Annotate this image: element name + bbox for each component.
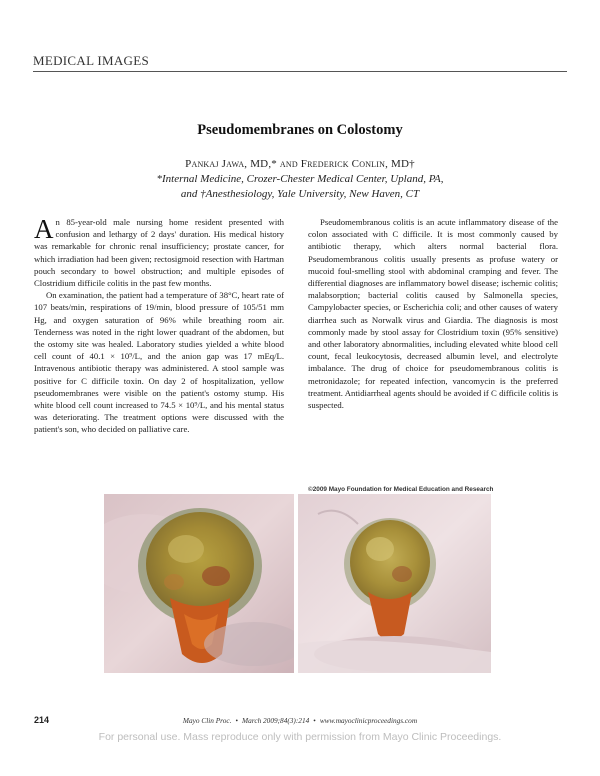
section-label: MEDICAL IMAGES [33, 53, 150, 68]
journal-website-link[interactable]: www.mayoclinicproceedings.com [319, 716, 418, 725]
body-column-left [34, 216, 284, 436]
permission-banner: For personal use. Mass reproduce only with permission from Mayo Clinic Proceedings. [98, 731, 502, 743]
clinical-photo-right [298, 494, 491, 673]
clinical-photo-left [104, 494, 294, 673]
page-number: 214 [34, 715, 50, 725]
affiliation-line-2: and †Anesthesiology, Yale University, New Haven, CT [180, 188, 420, 200]
author-block [0, 157, 600, 202]
author-names: Pankaj Jawa, MD,* and Frederick Conlin, MD† [185, 158, 415, 170]
paragraph-case-presentation [34, 216, 284, 289]
affiliation-line-1: *Internal Medicine, Crozer-Chester Medical Center, Upland, PA, [156, 173, 444, 185]
paragraph-discussion: Pseudomembranous colitis is an acute inflammatory disease of the colon associated with C difficile. It is most commonly caused by antibiotic therapy, which alters normal bacterial flora. Pseudomembranous colitis usually presents as profuse watery or mucoid foul-smelling stool with abdominal cramping and fever. The differential diagnoses are inflammatory bowel disease; ischemic colitis; malabsorption; bacterial colitis caused by Salmonella species, Campylobacter species, or Escherichia coli; and other causes of watery diarrhea such as Norwalk virus and Giardia. The diagnosis is most commonly made by stool assay for Clostridium toxin (95% sensitive) and other laboratory abnormalities, including elevated white blood cell count, fecal leukocytosis, decreased albumin level, and electrolyte imbalance. The drug of choice for pseudomembranous colitis is metronidazole; for repeated infection, vancomycin is the preferred treatment. Antidiarrheal agents should be avoided if C difficile colitis is suspected. [308, 217, 558, 411]
section-divider [33, 71, 567, 72]
article-title: Pseudomembranes on Colostomy [197, 122, 403, 138]
journal-issue: March 2009;84(3):214 [242, 716, 310, 725]
paragraph-case-text: n 85-year-old male nursing home resident presented with confusion and lethargy of 2 days' duration. His medical history was remarkable for chronic renal insufficiency; prostate cancer, for which irradiation had been given; rectosigmoid resection with Hartman pouch secondary to bowel obstruction; and multiple episodes of Clostridium difficile colitis in the past few months. [34, 217, 284, 289]
body-column-right [308, 216, 558, 411]
copyright-notice: ©2009 Mayo Foundation for Medical Education and Research [308, 486, 494, 493]
stoma-photo-2 [298, 494, 491, 673]
stoma-photo-1 [104, 494, 294, 673]
paragraph-examination: On examination, the patient had a temperature of 38°C, heart rate of 107 beats/min, respirations of 19/min, blood pressure of 105/51 mm Hg, and oxygen saturation of 96% while breathing room air. Tenderness was noted in the right lower quadrant of the abdomen, but the ostomy site was healed. Laboratory studies yielded a white blood cell count of 40.1 × 10⁹/L, and the anion gap was 17 mEq/L. Intravenous antibiotic therapy was administered. A stool sample was positive for C difficile toxin. On day 2 of hospitalization, yellow pseudomembranes were visible on the patient's ostomy stump. His white blood cell count increased to 74.5 × 10⁹/L, and his mental status was deteriorating. The treatment options were discussed with the patient's son, who decided on palliative care. [34, 290, 284, 435]
drop-cap: A [34, 214, 54, 244]
journal-name: Mayo Clin Proc. [182, 716, 232, 725]
footer-citation: Mayo Clin Proc. • March 2009;84(3):214 • www.mayoclinicproceedings.com [182, 716, 418, 725]
